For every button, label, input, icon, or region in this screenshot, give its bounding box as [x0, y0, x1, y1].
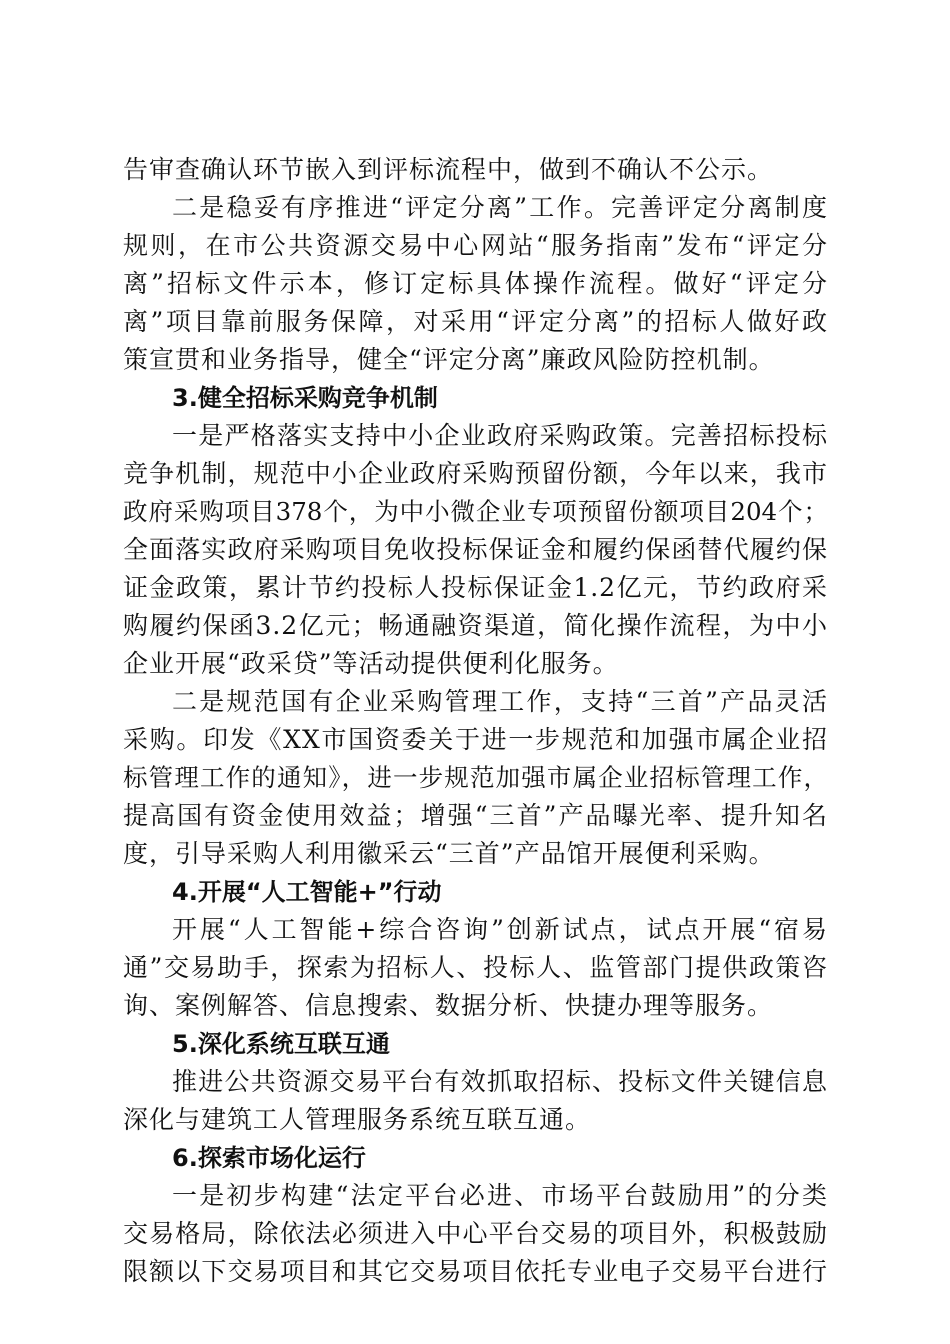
body-text-line: 离”招标文件示本，修订定标具体操作流程。做好“评定分 — [123, 269, 828, 298]
body-text-line: 询、案例解答、信息搜索、数据分析、快捷办理等服务。 — [123, 991, 774, 1020]
body-text-line: 提高国有资金使用效益；增强“三首”产品曝光率、提升知名 — [123, 801, 828, 830]
body-text-line: 离”项目靠前服务保障，对采用“评定分离”的招标人做好政 — [123, 307, 828, 336]
body-text-line: 告审查确认环节嵌入到评标流程中，做到不确认不公示。 — [123, 155, 774, 184]
section-heading: 3.健全招标采购竞争机制 — [172, 384, 438, 412]
body-text-line: 一是初步构建“法定平台必进、市场平台鼓励用”的分类 — [172, 1181, 828, 1210]
section-heading: 4.开展“人工智能+”行动 — [172, 878, 442, 906]
body-text-line: 交易格局，除依法必须进入中心平台交易的项目外，积极鼓励 — [123, 1219, 828, 1248]
body-text-line: 竞争机制，规范中小企业政府采购预留份额，今年以来，我市 — [123, 459, 828, 488]
body-text-line: 二是稳妥有序推进“评定分离”工作。完善评定分离制度 — [172, 193, 828, 222]
body-text-line: 政府采购项目378个，为中小微企业专项预留份额项目204个； — [123, 497, 828, 526]
body-text-line: 度，引导采购人利用徽采云“三首”产品馆开展便利采购。 — [123, 839, 775, 868]
section-heading: 6.探索市场化运行 — [172, 1144, 366, 1172]
body-text-line: 一是严格落实支持中小企业政府采购政策。完善招标投标 — [172, 421, 828, 450]
body-text-line: 限额以下交易项目和其它交易项目依托专业电子交易平台进行 — [123, 1257, 828, 1286]
body-text-line: 购履约保函3.2亿元；畅通融资渠道，简化操作流程，为中小 — [123, 611, 828, 640]
body-text-line: 规则，在市公共资源交易中心网站“服务指南”发布“评定分 — [123, 231, 828, 260]
body-text-line: 全面落实政府采购项目免收投标保证金和履约保函替代履约保 — [123, 535, 828, 564]
body-text-line: 通”交易助手，探索为招标人、投标人、监管部门提供政策咨 — [123, 953, 828, 982]
body-text-line: 推进公共资源交易平台有效抓取招标、投标文件关键信息 — [172, 1067, 828, 1096]
body-text-line: 策宣贯和业务指导，健全“评定分离”廉政风险防控机制。 — [123, 345, 775, 374]
section-heading: 5.深化系统互联互通 — [172, 1030, 390, 1058]
body-text-line: 标管理工作的通知》，进一步规范加强市属企业招标管理工作， — [123, 763, 828, 792]
body-text-line: 二是规范国有企业采购管理工作，支持“三首”产品灵活 — [172, 687, 828, 716]
body-text-line: 采购。印发《XX市国资委关于进一步规范和加强市属企业招 — [123, 725, 828, 754]
body-text-line: 开展“人工智能+综合咨询”创新试点，试点开展“宿易 — [172, 915, 828, 944]
body-text-line: 证金政策，累计节约投标人投标保证金1.2亿元，节约政府采 — [123, 573, 828, 602]
body-text-line: 企业开展“政采贷”等活动提供便利化服务。 — [123, 649, 619, 678]
body-text-line: 深化与建筑工人管理服务系统互联互通。 — [123, 1105, 592, 1134]
